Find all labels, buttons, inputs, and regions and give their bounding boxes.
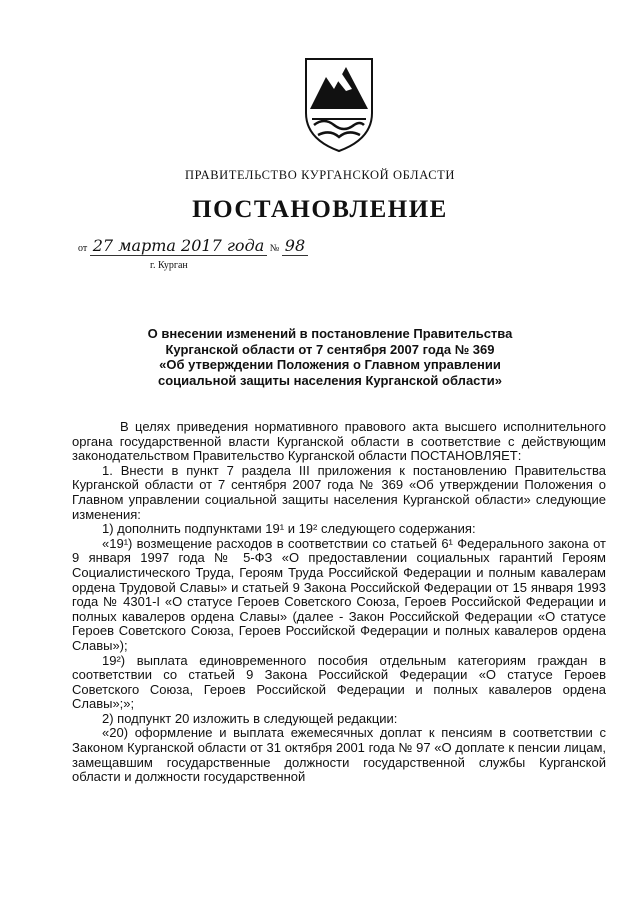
coat-of-arms-icon <box>300 55 378 155</box>
date-line <box>78 237 308 256</box>
document-body <box>72 420 606 785</box>
title-line: Курганской области от 7 сентября 2007 года № 369 <box>165 341 495 357</box>
handwritten-number: 98 <box>282 237 308 256</box>
body-paragraph: В целях приведения нормативного правового акта высшего исполнительного органа государственной власти Курганской области в соответствие с действующим законодательством Правительство Курганской области ПОСТАНОВЛЯЕТ: <box>72 419 606 464</box>
organization-name: ПРАВИТЕЛЬСТВО КУРГАНСКОЙ ОБЛАСТИ <box>184 168 455 182</box>
handwritten-date: 27 марта 2017 года <box>90 237 268 256</box>
title-line: социальной защиты населения Курганской области» <box>158 372 502 388</box>
title-line: О внесении изменений в постановление Правительства <box>147 326 513 341</box>
title-line: «Об утверждении Положения о Главном управлении <box>159 357 501 372</box>
document-title <box>110 326 550 388</box>
body-paragraph: 1) дополнить подпунктами 19¹ и 19² следующего содержания: <box>102 521 476 537</box>
body-paragraph: 2) подпункт 20 изложить в следующей редакции: <box>102 710 398 726</box>
date-prefix: от <box>78 243 88 254</box>
body-paragraph: «19¹) возмещение расходов в соответствии со статьей 6¹ Федерального закона от 9 января 1997 года № 5-ФЗ «О предоставлении социальных гарантий Героям Социалистического Труда, Героям Труда Российской Федерации и полным кавалерам ордена Трудовой Славы» и статьей 9 Закона Российской Федерации от 15 января 1993 года № 4301-I «О статусе Героев Советского Союза, Героев Российской Федерации и полных кавалеров ордена Славы» (далее - Закон Российской Федерации «О статусе Героев Советского Союза, Героев Российской Федерации и полных кавалеров ордена Славы»); <box>72 535 606 653</box>
document-type: ПОСТАНОВЛЕНИЕ <box>192 196 448 223</box>
number-prefix: № <box>269 243 280 254</box>
body-paragraph: 19²) выплата единовременного пособия отдельным категориям граждан в соответствии со статьей 9 Закона Российской Федерации «О статусе Героев Советского Союза, Героев Российской Федерации и полных кавалеров ордена Славы»;»; <box>72 652 606 712</box>
body-paragraph: 1. Внести в пункт 7 раздела III приложения к постановлению Правительства Курганской области от 7 сентября 2007 года № 369 «Об утверждении Положения о Главном управлении социальной защиты населения Курганской области» следующие изменения: <box>72 462 606 522</box>
body-paragraph: «20) оформление и выплата ежемесячных доплат к пенсиям в соответствии с Законом Курганской области от 31 октября 2001 года № 97 «О доплате к пенсии лицам, замещавшим государственные должности государственной службы Курганской области и должности государственной <box>72 725 606 785</box>
city-name: г. Курган <box>150 260 188 271</box>
